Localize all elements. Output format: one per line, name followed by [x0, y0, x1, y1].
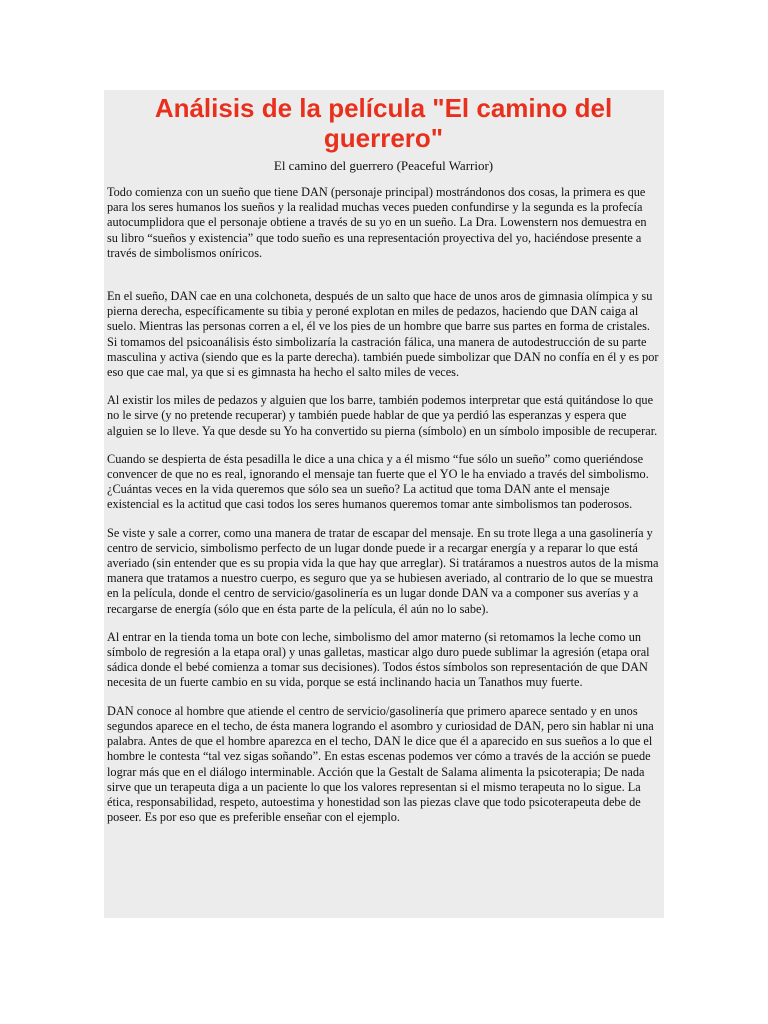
paragraph: Se viste y sale a correr, como una manera de tratar de escapar del mensaje. En su trote llega a una gasolinería y centro de servicio, simbolismo perfecto de un lugar donde puede ir a recargar energía y a reparar lo que está averiado (sin entender que es su propia vida la que hay que arreglar). Si tratáramos a nuestros autos de la misma manera que tratamos a nuestro cuerpo, es seguro que ya se hubiesen averiado, al contrario de lo que se muestra en la película, donde el centro de servicio/gasolinería es un lugar donde DAN va a componer sus averías y a recargarse de energía (sólo que en ésta parte de la película, él aún no lo sabe). [107, 525, 659, 616]
document-page [104, 90, 664, 918]
paragraph: Al existir los miles de pedazos y alguien que los barre, también podemos interpretar que está quitándose lo que no le sirve (y no pretende recuperar) y también puede hablar de que ya perdió las esperanzas y espera que alguien se lo lleve. Ya que desde su Yo ha convertido su pierna (símbolo) en un símbolo imposible de recuperar. [107, 393, 658, 438]
paragraph: Cuando se despierta de ésta pesadilla le dice a una chica y a él mismo “fue sólo un sueño” como queriéndose convencer de que no es real, ignorando el mensaje tan fuerte que el YO le ha enviado a través del simbolismo. ¿Cuántas veces en la vida queremos que sólo sea un sueño? La actitud que toma DAN ante el mensaje existencial es la actitud que casi todos los seres humanos queremos tomar ante simbolismos tan poderosos. [107, 451, 649, 512]
document-title: Análisis de la película "El camino del guerrero" [154, 93, 613, 153]
paragraph: En el sueño, DAN cae en una colchoneta, después de un salto que hace de unos aros de gimnasia olímpica y su pierna derecha, específicamente su tibia y peroné explotan en miles de pedazos, haciendo que DAN caiga al suelo. Mientras las personas corren a el, él ve los pies de un hombre que barre sus partes en forma de cristales. Si tomamos del psicoanálisis ésto simbolizaría la castración fálica, una manera de autodestrucción de su parte masculina y activa (siendo que es la parte derecha). también puede simbolizar que DAN no confía en él y es por eso que cae mal, ya que si es gimnasta ha hecho el salto miles de veces. [107, 289, 659, 380]
paragraph: DAN conoce al hombre que atiende el centro de servicio/gasolinería que primero aparece sentado y en unos segundos aparece en el techo, de ésta manera logrando el asombro y curiosidad de DAN, pero sin hablar ni una palabra. Antes de que el hombre aparezca en el techo, DAN le dice que él a aparecido en sus sueños a lo que el hombre le contesta “tal vez sigas soñando”. En estas escenas podemos ver cómo a través de la acción se puede lograr más que en el diálogo interminable. Acción que la Gestalt de Salama alimenta la psicoterapia; De nada sirve que un terapeuta diga a un paciente lo que los valores representan si el mismo terapeuta no lo sigue. La ética, responsabilidad, respeto, autoestima y honestidad son las piezas clave que todo psicoterapeuta debe de poseer. Es por eso que es preferible enseñar con el ejemplo. [107, 703, 654, 825]
paragraph: Al entrar en la tienda toma un bote con leche, simbolismo del amor materno (si retomamos la leche como un símbolo de regresión a la etapa oral) y unas galletas, masticar algo duro puede sublimar la agresión (etapa oral sádica donde el bebé comienza a tomar sus decisiones). Todos éstos símbolos son representación de que DAN necesita de un fuerte cambio en su vida, porque se está inclinando hacia un Tanathos muy fuerte. [107, 629, 650, 690]
paragraph: Todo comienza con un sueño que tiene DAN (personaje principal) mostrándonos dos cosas, la primera es que para los seres humanos los sueños y la realidad muchas veces pueden confundirse y la segunda es la profecía autocumplidora que el personaje obtiene a través de su yo en un sueño. La Dra. Lowenstern nos demuestra en su libro “sueños y existencia” que todo sueño es una representación proyectiva del yo, haciéndose presente a través de simbolismos oníricos. [107, 185, 647, 260]
document-subtitle: El camino del guerrero (Peaceful Warrior) [273, 158, 494, 173]
